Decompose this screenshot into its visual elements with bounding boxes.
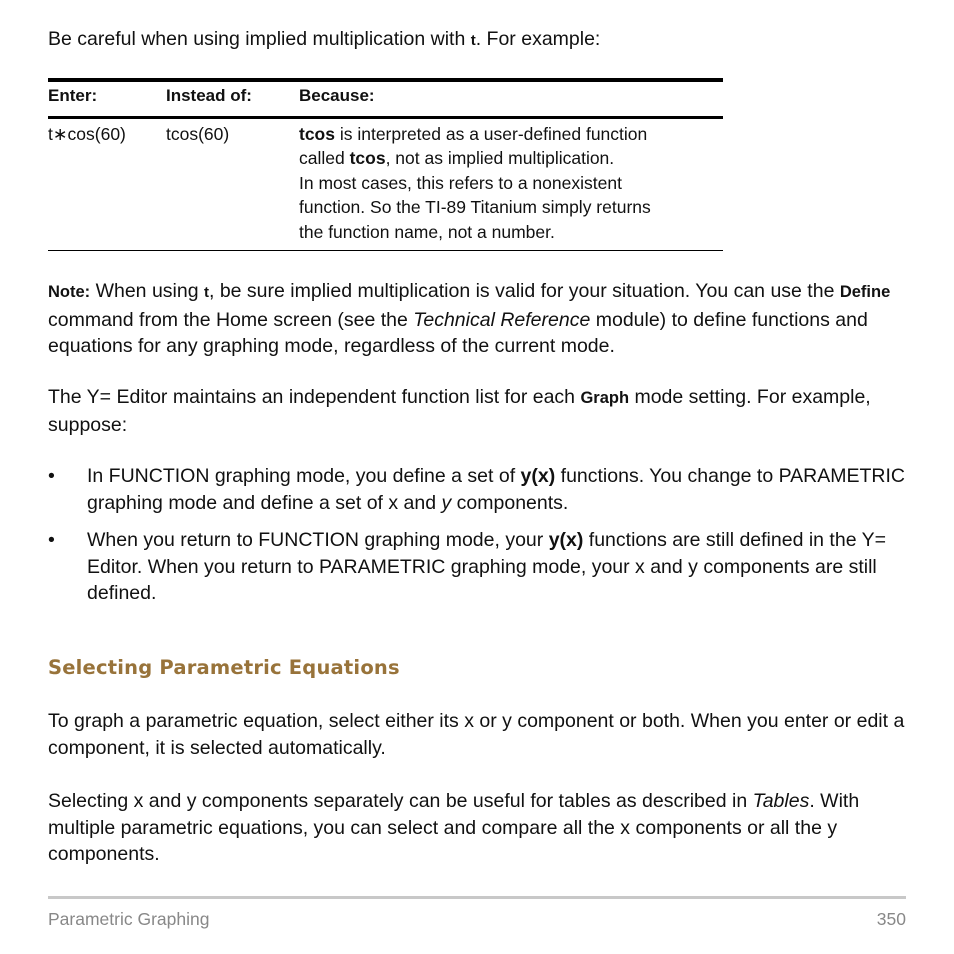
header-because: Because: — [299, 86, 375, 105]
table-top-rule — [48, 78, 723, 82]
bullet-item: In FUNCTION graphing mode, you define a set of y(x) functions. You change to PARAMETRIC graphing mode and define a set of x and y components. — [87, 465, 905, 514]
bullet-item: When you return to FUNCTION graphing mode, your y(x) functions are still defined in the Y= Editor. When you return to PARAMETRIC graphing mode, your x and y components are still defined. — [87, 529, 886, 604]
intro-paragraph: Be careful when using implied multiplication with t. For example: — [48, 28, 601, 50]
cell-enter: t∗cos(60) — [48, 124, 126, 144]
header-instead-of: Instead of: — [166, 86, 252, 105]
technical-reference-link: Technical Reference — [413, 308, 591, 331]
define-command: Define — [839, 283, 891, 301]
bullet-marker: • — [48, 465, 55, 487]
note-label: Note: — [48, 283, 91, 301]
tables-reference: Tables — [752, 790, 810, 812]
cell-instead-of: tcos(60) — [166, 124, 230, 144]
select-paragraph: To graph a parametric equation, select either its x or y component or both. When you enter or edit a component, it is selected automatically. — [48, 710, 905, 759]
footer-rule — [48, 896, 906, 899]
graph-mode-key: Graph — [580, 389, 630, 407]
bullet-marker: • — [48, 529, 55, 551]
footer-chapter-title: Parametric Graphing — [48, 909, 210, 929]
footer-page-number: 350 — [876, 909, 906, 929]
header-enter: Enter: — [48, 86, 98, 105]
tables-paragraph: Selecting x and y components separately can be useful for tables as described in Tables. With multiple parametric equations, you can select and compare all the x components or all the y components. — [48, 790, 860, 865]
note-paragraph: Note: When using t, be sure implied multiplication is valid for your situation. You can use the Define command from the Home screen (see the Technical Reference module) to define functions and equations for any graphing mode, regardless of the current mode. — [48, 280, 891, 357]
table-bottom-rule — [48, 250, 723, 251]
table-header-rule — [48, 116, 723, 119]
y-editor-paragraph: The Y= Editor maintains an independent function list for each Graph mode setting. For example, suppose: — [48, 386, 871, 436]
cell-because: tcos is interpreted as a user-defined function called tcos, not as implied multiplication. In most cases, this refers to a nonexistent function. So the TI-89 Titanium simply returns the function name, not a number. — [299, 124, 651, 242]
section-heading: Selecting Parametric Equations — [48, 656, 400, 679]
variable-t: t — [470, 32, 476, 49]
